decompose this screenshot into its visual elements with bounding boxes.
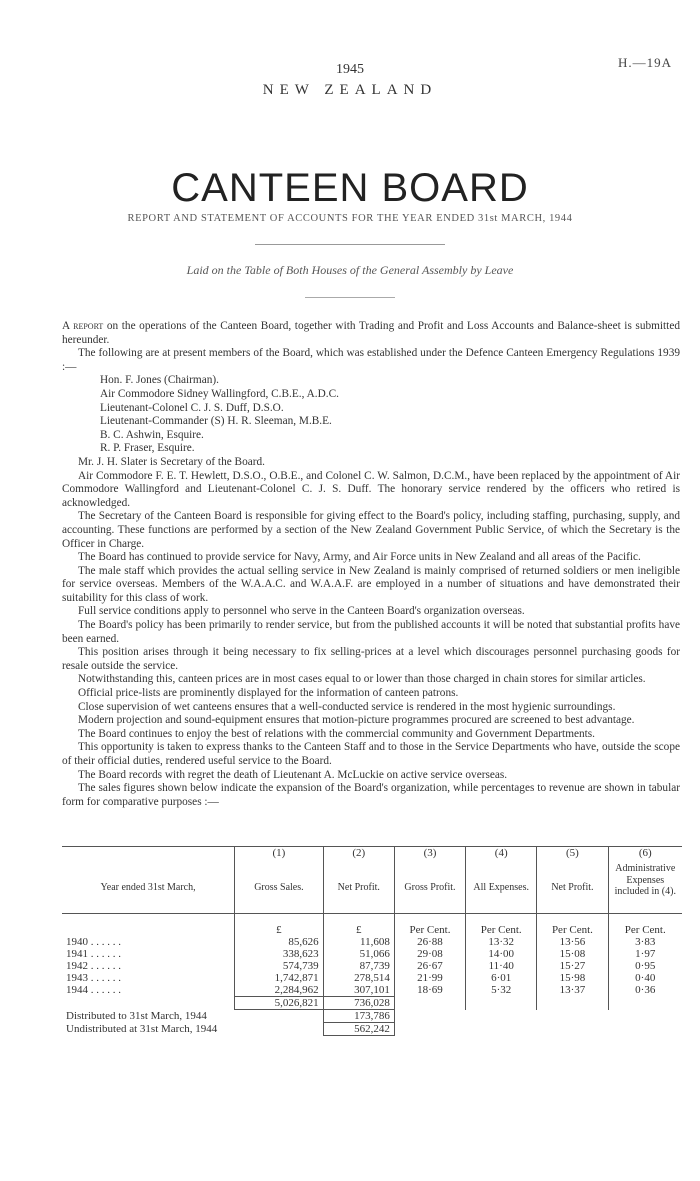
col-number: (1) (235, 847, 323, 864)
paragraph: The Board's policy has been primarily to render service, but from the published accounts it will be noted that substantial profits have been earned. (62, 619, 680, 645)
undistributed-value: 562,242 (323, 1023, 394, 1036)
report-subtitle: REPORT AND STATEMENT OF ACCOUNTS FOR THE YEAR ENDED 31st MARCH, 1944 (127, 213, 573, 224)
table-header-labels (62, 863, 682, 914)
country-heading: NEW ZEALAND (262, 82, 438, 98)
year-cell: 1941 (66, 948, 88, 960)
unit-label: Per Cent. (608, 914, 682, 937)
member-item: R. P. Fraser, Esquire. (100, 442, 195, 455)
unit-label: £ (323, 914, 394, 937)
leader-dots: . . . . . . (90, 984, 121, 996)
col-number: (5) (537, 847, 608, 864)
sales-table (62, 846, 682, 1036)
admin-pct-cell: 0·95 (608, 960, 682, 972)
paragraph: This opportunity is taken to express thanks to the Canteen Staff and to those in the Service Departments who have, outside the scope of their official duties, rendered useful service to the Board. (62, 741, 680, 767)
secretary-line: Mr. J. H. Slater is Secretary of the Board. (78, 455, 265, 468)
gross-profit-pct-cell: 29·08 (394, 948, 465, 960)
member-item: Lieutenant-Commander (S) H. R. Sleeman, M.B.E. (100, 415, 332, 428)
total-gross-sales: 5,026,821 (235, 997, 323, 1010)
year-cell: 1944 (66, 984, 88, 996)
paragraph: Air Commodore F. E. T. Hewlett, D.S.O., O.B.E., and Colonel C. W. Salmon, D.C.M., have been replaced by the appointment of Air Commodore Wallingford and Lieutenant-Colonel C. J. S. Duff. The honorary service rendered by the officers who retired is acknowledged. (62, 469, 680, 509)
col-header: Administrative Expenses included in (4). (608, 863, 682, 914)
members-list (100, 374, 680, 456)
paragraph: The sales figures shown below indicate the expansion of the Board's organization, while percentages to revenue are shown in tabular form for comparative purposes :— (62, 782, 680, 808)
expenses-pct-cell: 11·40 (466, 960, 537, 972)
paragraph: The Board has continued to provide service for Navy, Army, and Air Force units in New Zealand and all areas of the Pacific. (78, 551, 641, 564)
member-item: B. C. Ashwin, Esquire. (100, 428, 204, 441)
col-number: (6) (608, 847, 682, 864)
unit-label: Per Cent. (466, 914, 537, 937)
page-title: CANTEEN BOARD (171, 166, 529, 210)
report-body (62, 320, 680, 809)
paragraph: Full service conditions apply to personnel who serve in the Canteen Board's organization overseas. (78, 605, 525, 618)
intro-text: on the operations of the Canteen Board, together with Trading and Profit and Loss Accounts and Balance-sheet is submitted hereunder. (62, 320, 680, 346)
gross-sales-cell: 1,742,871 (235, 972, 323, 984)
net-profit-pct-cell: 13·56 (537, 936, 608, 948)
table-row (62, 948, 682, 960)
expenses-pct-cell: 14·00 (466, 948, 537, 960)
year-cell: 1940 (66, 936, 88, 948)
gross-sales-cell: 85,626 (235, 936, 323, 948)
gross-profit-pct-cell: 26·67 (394, 960, 465, 972)
admin-pct-cell: 3·83 (608, 936, 682, 948)
expenses-pct-cell: 6·01 (466, 972, 537, 984)
year-cell: 1942 (66, 960, 88, 972)
admin-pct-cell: 0·40 (608, 972, 682, 984)
total-net-profit: 736,028 (323, 997, 394, 1010)
table-header-numbers (62, 847, 682, 864)
col-header: Year ended 31st March, (62, 863, 235, 914)
col-header: Gross Profit. (394, 863, 465, 914)
leader-dots: . . . . . . (90, 948, 121, 960)
lead-words: A report (62, 320, 104, 332)
net-profit-pct-cell: 13·37 (537, 984, 608, 997)
paragraph: Notwithstanding this, canteen prices are in most cases equal to or lower than those charged in chain stores for similar articles. (78, 673, 646, 686)
leader-dots: . . . . . . (90, 960, 121, 972)
col-header: Net Profit. (537, 863, 608, 914)
table-row (62, 960, 682, 972)
gross-sales-cell: 338,623 (235, 948, 323, 960)
parliamentary-reference: H.—19A (617, 55, 672, 70)
leader-dots: . . . . . . (90, 936, 121, 948)
col-header: Net Profit. (323, 863, 394, 914)
net-profit-pct-cell: 15·27 (537, 960, 608, 972)
member-item: Hon. F. Jones (Chairman). (100, 374, 219, 387)
net-profit-cell: 51,066 (323, 948, 394, 960)
gross-profit-pct-cell: 18·69 (394, 984, 465, 997)
net-profit-cell: 278,514 (323, 972, 394, 984)
unit-label: £ (235, 914, 323, 937)
distributed-label: Distributed to 31st March, 1944 (66, 1010, 207, 1022)
intro-paragraph (62, 320, 680, 347)
units-row (62, 914, 682, 937)
member-item: Air Commodore Sidney Wallingford, C.B.E., A.D.C. (100, 387, 339, 400)
members-intro: The following are at present members of the Board, which was established under the Defence Canteen Emergency Regulations 1939 :— (62, 347, 680, 373)
expenses-pct-cell: 13·32 (466, 936, 537, 948)
expenses-pct-cell: 5·32 (466, 984, 537, 997)
table-row (62, 972, 682, 984)
unit-label: Per Cent. (537, 914, 608, 937)
laid-on-table-note: Laid on the Table of Both Houses of the General Assembly by Leave (186, 263, 514, 277)
paragraph: The Secretary of the Canteen Board is responsible for giving effect to the Board's policy, including staffing, purchasing, supply, and accounting. These functions are performed by a section of the New Zealand Government Public Service, of which the Secretary is the Officer in Charge. (62, 510, 680, 550)
col-number: (2) (323, 847, 394, 864)
col-header: All Expenses. (466, 863, 537, 914)
totals-row (62, 997, 682, 1010)
publication-year: 1945 (336, 62, 364, 77)
paragraph: Official price-lists are prominently displayed for the information of canteen patrons. (78, 687, 459, 700)
table-row (62, 936, 682, 948)
col-number: (3) (394, 847, 465, 864)
admin-pct-cell: 0·36 (608, 984, 682, 997)
paragraph: This position arises through it being necessary to fix selling-prices at a level which discourages personnel purchasing goods for resale outside the service. (62, 646, 680, 672)
divider (305, 297, 395, 298)
gross-sales-cell: 2,284,962 (235, 984, 323, 997)
paragraph: Modern projection and sound-equipment ensures that motion-picture programmes procured are screened to best advantage. (78, 714, 635, 727)
undistributed-label: Undistributed at 31st March, 1944 (66, 1022, 218, 1035)
col-header: Gross Sales. (235, 863, 323, 914)
net-profit-cell: 87,739 (323, 960, 394, 972)
paragraph: The Board records with regret the death of Lieutenant A. McLuckie on active service overseas. (78, 768, 508, 781)
table-row (62, 984, 682, 997)
undistributed-row (62, 1023, 682, 1036)
gross-sales-cell: 574,739 (235, 960, 323, 972)
paragraph: Close supervision of wet canteens ensures that a well-conducted service is rendered in the most hygienic surroundings. (78, 700, 616, 713)
unit-label: Per Cent. (394, 914, 465, 937)
net-profit-cell: 11,608 (323, 936, 394, 948)
leader-dots: . . . . . . (90, 972, 121, 984)
distributed-value: 173,786 (323, 1010, 394, 1023)
net-profit-cell: 307,101 (323, 984, 394, 997)
paragraph: The Board continues to enjoy the best of relations with the commercial community and Government Departments. (78, 727, 596, 740)
gross-profit-pct-cell: 26·88 (394, 936, 465, 948)
gross-profit-pct-cell: 21·99 (394, 972, 465, 984)
net-profit-pct-cell: 15·08 (537, 948, 608, 960)
year-cell: 1943 (66, 972, 88, 984)
admin-pct-cell: 1·97 (608, 948, 682, 960)
col-number: (4) (466, 847, 537, 864)
net-profit-pct-cell: 15·98 (537, 972, 608, 984)
distributed-row (62, 1010, 682, 1023)
paragraph: The male staff which provides the actual selling service in New Zealand is mainly comprised of returned soldiers or men ineligible for service overseas. Members of the W.A.A.C. and W.A.A.F. are employed in a number of situations and have demonstrated their suitability for this class of work. (62, 564, 680, 604)
divider (255, 244, 445, 245)
member-item: Lieutenant-Colonel C. J. S. Duff, D.S.O. (100, 401, 284, 414)
